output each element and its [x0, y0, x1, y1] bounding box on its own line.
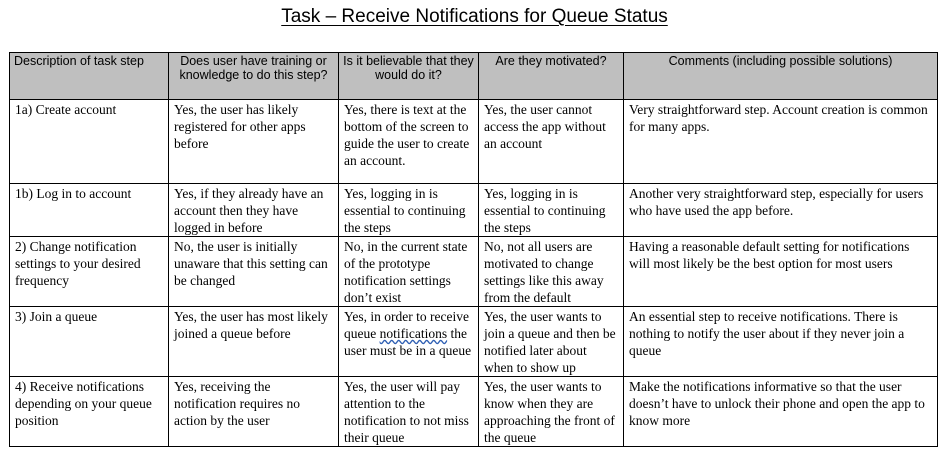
- cell-comments: Having a reasonable default setting for notifications will most likely be the best option for most users: [624, 237, 938, 307]
- cell-comments: Another very straightforward step, especially for users who have used the app before.: [624, 184, 938, 237]
- cell-believable: Yes, there is text at the bottom of the screen to guide the user to create an account.: [339, 100, 479, 184]
- cell-task-step: 4) Receive notifications depending on your queue position: [10, 377, 169, 447]
- table-row: [10, 307, 938, 377]
- header-knowledge: Does user have training or knowledge to do this step?: [169, 53, 339, 100]
- table-row: [10, 184, 938, 237]
- cognitive-walkthrough-table: [9, 52, 938, 447]
- page-title: Task – Receive Notifications for Queue Status: [281, 6, 668, 27]
- table-row: [10, 237, 938, 307]
- cell-task-step: 2) Change notification settings to your desired frequency: [10, 237, 169, 307]
- table-row: [10, 377, 938, 447]
- cell-believable: [339, 307, 479, 377]
- cell-believable: No, in the current state of the prototype notification settings don’t exist: [339, 237, 479, 307]
- cell-motivated: Yes, the user wants to join a queue and then be notified later about when to show up: [479, 307, 624, 377]
- cell-knowledge: Yes, receiving the notification requires no action by the user: [169, 377, 339, 447]
- cell-believable: Yes, logging in is essential to continuing the steps: [339, 184, 479, 237]
- spellcheck-marked-word: notifications: [379, 326, 448, 341]
- cell-comments: Very straightforward step. Account creation is common for many apps.: [624, 100, 938, 184]
- cell-motivated: Yes, the user wants to know when they are approaching the front of the queue: [479, 377, 624, 447]
- cell-task-step: 1a) Create account: [10, 100, 169, 184]
- cell-knowledge: No, the user is initially unaware that this setting can be changed: [169, 237, 339, 307]
- cell-text-pre: Yes, in order to receive queue: [344, 309, 469, 341]
- cell-motivated: No, not all users are motivated to change settings like this away from the default: [479, 237, 624, 307]
- cell-knowledge: Yes, the user has most likely joined a queue before: [169, 307, 339, 377]
- cell-believable: Yes, the user will pay attention to the notification to not miss their queue: [339, 377, 479, 447]
- cell-task-step: 3) Join a queue: [10, 307, 169, 377]
- table-row: [10, 100, 938, 184]
- cell-motivated: Yes, logging in is essential to continuing the steps: [479, 184, 624, 237]
- header-row: [10, 53, 938, 100]
- cell-text-post: the user must be in a queue: [344, 326, 472, 358]
- cell-comments: Make the notifications informative so that the user doesn’t have to unlock their phone and open the app to know more: [624, 377, 938, 447]
- cell-task-step: 1b) Log in to account: [10, 184, 169, 237]
- header-believable: Is it believable that they would do it?: [339, 53, 479, 100]
- header-task-step: Description of task step: [10, 53, 169, 100]
- cell-comments: An essential step to receive notifications. There is nothing to notify the user about if they never join a queue: [624, 307, 938, 377]
- header-comments: Comments (including possible solutions): [624, 53, 938, 100]
- cell-knowledge: Yes, the user has likely registered for other apps before: [169, 100, 339, 184]
- header-motivated: Are they motivated?: [479, 53, 624, 100]
- cell-knowledge: Yes, if they already have an account then they have logged in before: [169, 184, 339, 237]
- cell-motivated: Yes, the user cannot access the app without an account: [479, 100, 624, 184]
